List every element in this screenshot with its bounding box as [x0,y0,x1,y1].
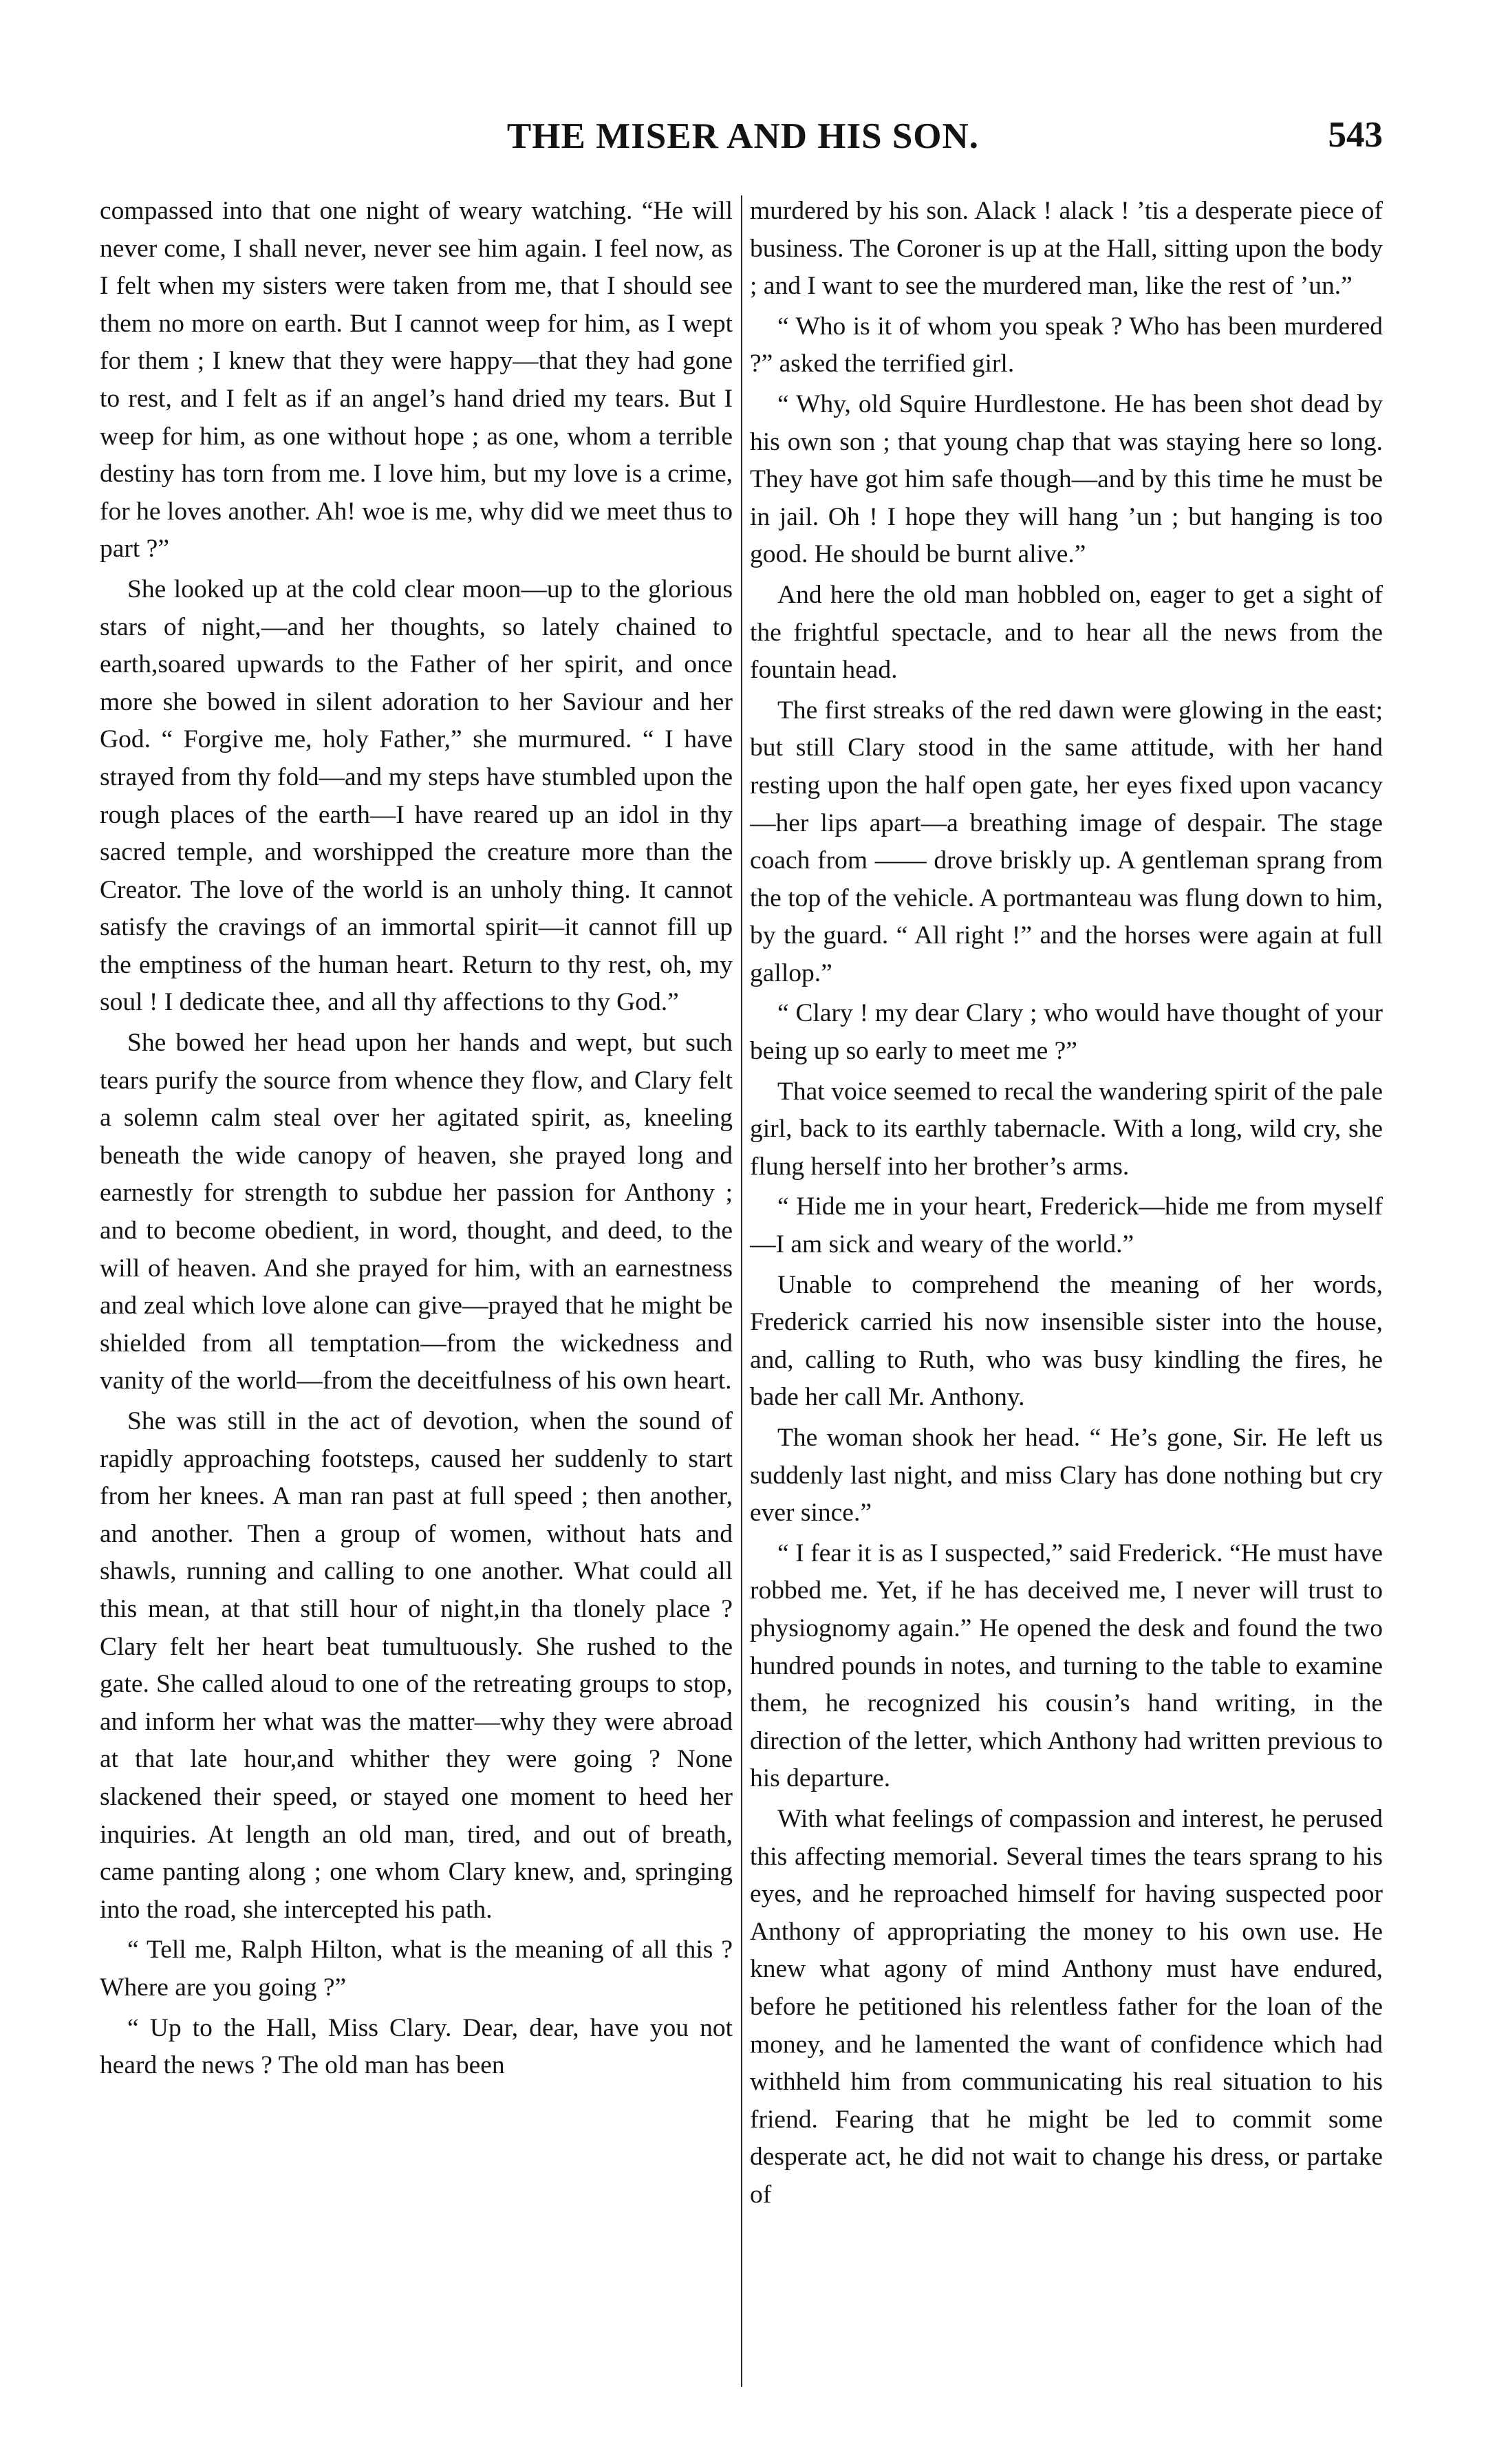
right-column [750,193,1383,2436]
paragraph: “ Clary ! my dear Clary ; who would have thought of your being up so early to meet me ?” [750,999,1383,1066]
paragraph: “ Why, old Squire Hurdlestone. He has been shot dead by his own son ; that young chap that was staying here so long. They have got him safe though—and by this time he must be in jail. Oh ! I hope they will hang ’un ; but hanging is too good. He should be burnt alive.” [750,389,1383,569]
paragraph: The woman shook her head. “ He’s gone, Sir. He left us suddenly last night, and miss Clary has done nothing but cry ever since.” [750,1424,1383,1528]
paragraph: That voice seemed to recal the wandering spirit of the pale girl, back to its earthly tabernacle. With a long, wild cry, she flung herself into her brother’s arms. [750,1077,1383,1181]
left-column [100,193,733,2436]
paragraph: “ Who is it of whom you speak ? Who has been murdered ?” asked the terrified girl. [750,312,1383,378]
paragraph: “ I fear it is as I suspected,” said Frederick. “He must have robbed me. Yet, if he has deceived me, I never will trust to physiognomy again.” He opened the desk and found the two hundred pounds in notes, and turning to the table to examine them, he recognized his cousin’s hand writing, in the direction of the letter, which Anthony had written previous to his departure. [750,1539,1383,1793]
page-number: 543 [1328,115,1383,155]
paragraph: “ Hide me in your heart, Frederick—hide me from myself—I am sick and weary of the world.” [750,1192,1383,1259]
running-title: THE MISER AND HIS SON. [506,116,980,156]
page-header [0,110,1486,172]
paragraph: With what feelings of compassion and interest, he perused this affecting memorial. Several times the tears sprang to his eyes, and he reproached himself for having suspected poor Anthony of appropriating the money to his own use. He knew what agony of mind Anthony must have endured, before he petitioned his relentless father for the loan of the money, and he lamented the want of confidence which had withheld him from communicating his real situation to his friend. Fearing that he might be led to commit some desperate act, he did not wait to change his dress, or partake of [750,1804,1383,2209]
paragraph: And here the old man hobbled on, eager to get a sight of the frightful spectacle, and to hear all the news from the fountain head. [750,580,1383,685]
paragraph: She was still in the act of devotion, when the sound of rapidly approaching footsteps, caused her suddenly to start from her knees. A man ran past at full speed ; then another, and another. Then a group of women, without hats and shawls, running and calling to one another. What could all this mean, at that still hour of night,in tha tlonely place ? Clary felt her heart beat tumultuously. She rushed to the gate. She called aloud to one of the retreating groups to stop, and inform her what was the matter—why they were abroad at that late hour,and whither they were going ? None slackened their speed, or stayed one moment to heed her inquiries. At length an old man, tired, and out of breath, came panting along ; one whom Clary knew, and, springing into the road, she intercepted his path. [100,1407,733,1924]
paragraph: She looked up at the cold clear moon—up to the glorious stars of night,—and her thoughts, so lately chained to earth,soared upwards to the Father of her spirit, and once more she bowed in silent adoration to her Saviour and her God. “ Forgive me, holy Father,” she murmured. “ I have strayed from thy fold—and my steps have stumbled upon the rough places of the earth—I have reared up an idol in thy sacred temple, and worshipped the creature more than the Creator. The love of the world is an unholy thing. It cannot satisfy the cravings of an immortal spirit—it cannot fill up the emptiness of the human heart. Return to thy rest, oh, my soul ! I dedicate thee, and all thy affections to thy God.” [100,575,733,1017]
paragraph: Unable to comprehend the meaning of her words, Frederick carried his now insensible sister into the house, and, calling to Ruth, who was busy kindling the fires, he bade her call Mr. Anthony. [750,1270,1383,1412]
paragraph: “ Up to the Hall, Miss Clary. Dear, dear, have you not heard the news ? The old man has been [100,2013,733,2080]
paragraph: She bowed her head upon her hands and wept, but such tears purify the source from whence they flow, and Clary felt a solemn calm steal over her agitated spirit, as, kneeling beneath the wide canopy of heaven, she prayed long and earnestly for strength to subdue her passion for Anthony ; and to become obedient, in word, thought, and deed, to the will of heaven. And she prayed for him, with an earnestness and zeal which love alone can give—prayed that he might be shielded from all temptation—from the wickedness and vanity of the world—from the deceitfulness of his own heart. [100,1029,733,1395]
paragraph: murdered by his son. Alack ! alack ! ’tis a desperate piece of business. The Coroner is up at the Hall, sitting upon the body ; and I want to see the murdered man, like the rest of ’un.” [750,197,1383,301]
column-divider [741,195,742,2387]
paragraph: compassed into that one night of weary watching. “He will never come, I shall never, never see him again. I feel now, as I felt when my sisters were taken from me, that I should see them no more on earth. But I cannot weep for him, as I wept for them ; I knew that they were happy—that they had gone to rest, and I felt as if an angel’s hand dried my tears. But I weep for him, as one without hope ; as one, whom a terrible destiny has torn from me. I love him, but my love is a crime, for he loves another. Ah! woe is me, why did we meet thus to part ?” [100,197,733,564]
paragraph: “ Tell me, Ralph Hilton, what is the meaning of all this ? Where are you going ?” [100,1936,733,2002]
paragraph: The first streaks of the red dawn were glowing in the east; but still Clary stood in the same attitude, with her hand resting upon the half open gate, her eyes fixed upon vacancy—her lips apart—a breathing image of despair. The stage coach from —— drove briskly up. A gentleman sprang from the top of the vehicle. A portmanteau was flung down to him, by the guard. “ All right !” and the horses were again at full gallop.” [750,696,1383,987]
